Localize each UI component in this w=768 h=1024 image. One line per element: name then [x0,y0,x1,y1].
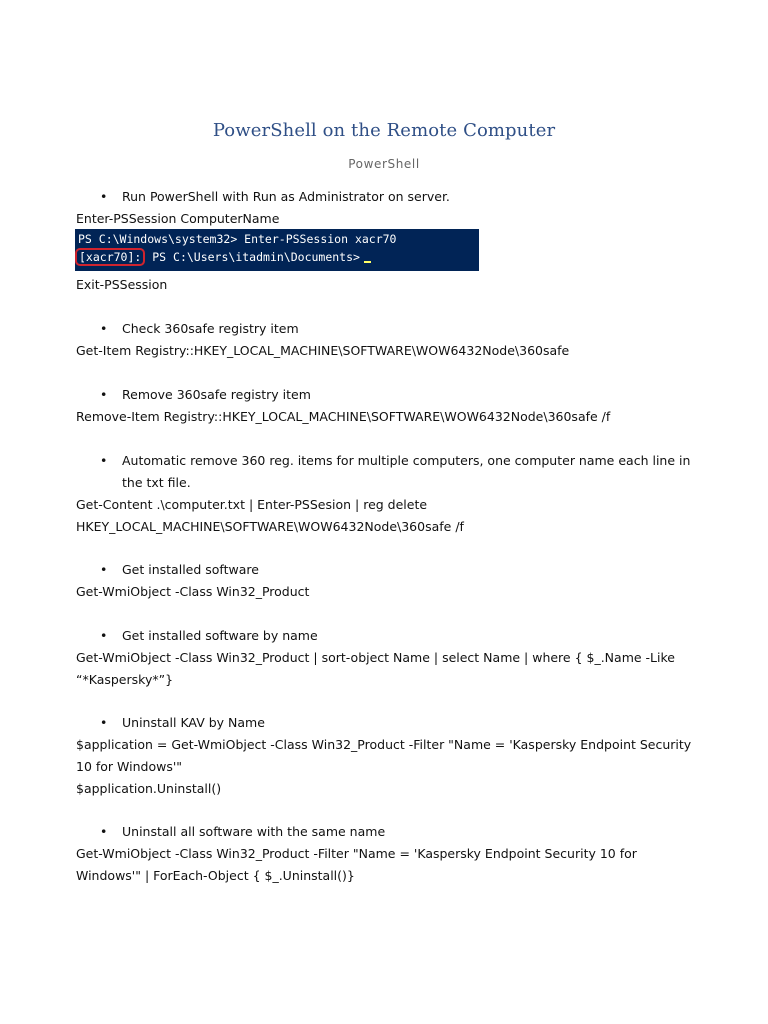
command-line: Exit-PSSession [76,277,168,292]
command-line: “*Kaspersky*”} [76,672,174,687]
bullet-text: Run PowerShell with Run as Administrator on server. [122,189,450,204]
list-item [100,450,700,494]
list-item [100,186,700,208]
bullet-text: Get installed software [122,562,259,577]
terminal-screenshot [75,229,479,271]
command-line: HKEY_LOCAL_MACHINE\SOFTWARE\WOW6432Node\360safe /f [76,519,464,534]
list-item [100,712,700,734]
terminal-line: PS C:\Windows\system32> Enter-PSSession xacr70 [78,232,397,246]
command-line: $application = Get-WmiObject -Class Win32_Product -Filter "Name = 'Kaspersky Endpoint Security [76,737,692,752]
command-line: Remove-Item Registry::HKEY_LOCAL_MACHINE\SOFTWARE\WOW6432Node\360safe /f [76,409,611,424]
command-line: $application.Uninstall() [76,781,222,796]
list-item [100,318,700,340]
list-item [100,559,700,581]
bullet-text: Remove 360safe registry item [122,387,311,402]
command-line: Get-Item Registry::HKEY_LOCAL_MACHINE\SOFTWARE\WOW6432Node\360safe [76,343,570,358]
bullet-text [122,450,700,494]
list-item [100,625,700,647]
command-line: Get-WmiObject -Class Win32_Product | sort-object Name | select Name | where { $_.Name -Like [76,650,675,665]
bullet-dot [100,450,108,472]
bullet-dot [100,625,108,647]
bullet-dot [100,559,108,581]
command-line: Windows'" | ForEach-Object { $_.Uninstall()} [76,868,355,883]
command-line: Enter-PSSession ComputerName [76,211,280,226]
list-item [100,821,700,843]
cursor-icon [364,261,371,263]
bullet-text: Check 360safe registry item [122,321,299,336]
command-line: Get-WmiObject -Class Win32_Product -Filter "Name = 'Kaspersky Endpoint Security 10 for [76,846,637,861]
bullet-text: Get installed software by name [122,628,318,643]
bullet-dot [100,712,108,734]
remote-prompt-highlight: [xacr70]: [75,248,145,266]
bullet-dot [100,821,108,843]
list-item [100,384,700,406]
bullet-dot [100,186,108,208]
command-line: Get-Content .\computer.txt | Enter-PSSesion | reg delete [76,497,428,512]
bullet-dot [100,384,108,406]
terminal-line [78,248,476,266]
bullet-text: Uninstall KAV by Name [122,715,265,730]
bullet-text-line: the txt file. [122,475,191,490]
terminal-prompt-path: PS C:\Users\itadmin\Documents> [152,250,360,264]
bullet-text-line: Automatic remove 360 reg. items for multiple computers, one computer name each line in [122,453,691,468]
document-title: PowerShell on the Remote Computer [212,120,556,141]
bullet-text: Uninstall all software with the same name [122,824,386,839]
bullet-dot [100,318,108,340]
command-line: 10 for Windows'" [76,759,183,774]
command-line: Get-WmiObject -Class Win32_Product [76,584,310,599]
document-subtitle: PowerShell [348,157,420,171]
